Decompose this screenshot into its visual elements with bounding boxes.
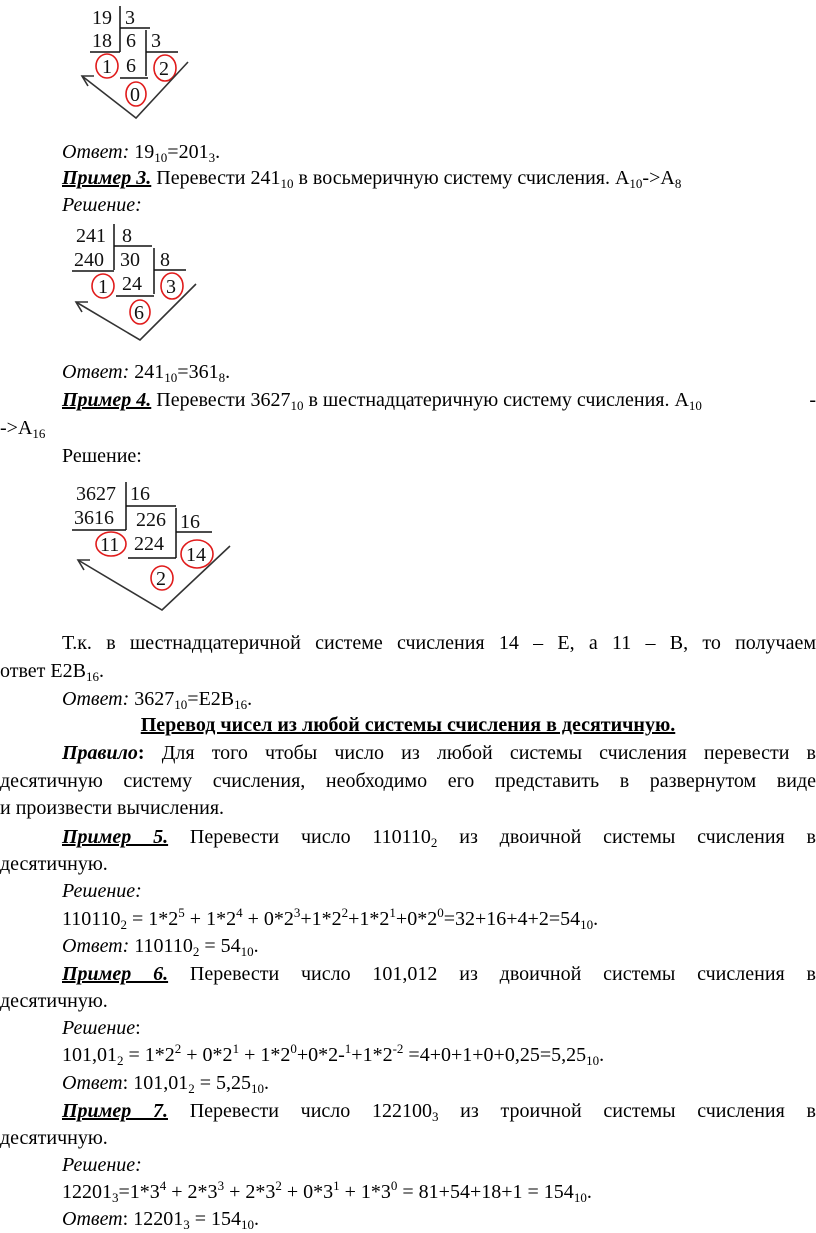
example-5: Пример 5. Перевести число $110110_2$ из двоичной системы счисления в bbox=[62, 826, 816, 850]
rule-line-2: десятичную систему счисления, необходимо его представить в развернутом виде bbox=[0, 770, 816, 792]
answer-7: Ответ: $12201_3 = 154_{10}$. bbox=[62, 1208, 259, 1232]
rule-line-3: и произвести вычисления. bbox=[0, 797, 225, 819]
remainder: 1 bbox=[102, 56, 112, 78]
example-6-cont: десятичную. bbox=[0, 990, 108, 1012]
quotient: 226 bbox=[136, 509, 166, 531]
remainder: 11 bbox=[100, 534, 120, 556]
last-quotient: 3 bbox=[166, 276, 176, 298]
example-3: Пример 3. Перевести $241_{10}$ в восьмеричную систему счисления. $А_{10}->А_8$ bbox=[62, 167, 682, 191]
last-quotient: 14 bbox=[186, 544, 206, 566]
answer-3: Ответ: $3627_{10}=Е2В_{16}$. bbox=[62, 688, 253, 712]
product-2: 24 bbox=[122, 273, 142, 295]
divisor: 16 bbox=[130, 483, 150, 505]
divisor-2: 8 bbox=[160, 249, 170, 271]
divisor-2: 3 bbox=[151, 30, 161, 52]
calc-5: $110110_2 = 1*2^5 + 1*2^4 + 0*2^3+1*2^2+1*2^1+0*2^0=32+16+4+2=54_{10}$. bbox=[62, 905, 599, 932]
remainder-2: 6 bbox=[134, 302, 144, 324]
section-heading: Перевод чисел из любой системы счисления в десятичную. bbox=[140, 714, 676, 736]
product: 18 bbox=[92, 30, 112, 52]
answer-1: Ответ: $19_{10}=201_3$. bbox=[62, 141, 221, 165]
divisor: 3 bbox=[125, 7, 135, 29]
note-line-1: Т.к. в шестнадцатеричной системе счисления 14 – Е, а 11 – В, то получаем bbox=[62, 632, 816, 654]
example-4-cont: $->А_{16}$ bbox=[0, 417, 46, 441]
answer-5: Ответ: $110110_2 = 54_{10}$. bbox=[62, 935, 259, 959]
remainder-2: 0 bbox=[130, 84, 140, 106]
remainder-2: 2 bbox=[156, 568, 166, 590]
solution-label-5: Решение: bbox=[62, 880, 142, 902]
calc-7: $12201_3=1*3^4 + 2*3^3 + 2*3^2 + 0*3^1 + 1*3^0 = 81+54+18+1 = 154_{10}$. bbox=[62, 1178, 592, 1205]
divisor: 8 bbox=[122, 225, 132, 247]
division-diagram-3 bbox=[62, 480, 237, 615]
solution-label-7: Решение: bbox=[62, 1154, 142, 1176]
dividend: 19 bbox=[92, 7, 112, 29]
product-2: 224 bbox=[134, 533, 164, 555]
example-7: Пример 7. Перевести число $122100_3$ из троичной системы счисления в bbox=[62, 1100, 816, 1124]
solution-label-6: Решение: bbox=[62, 1017, 141, 1039]
quotient: 30 bbox=[120, 249, 140, 271]
divisor-2: 16 bbox=[180, 511, 200, 533]
division-diagram-2 bbox=[62, 222, 202, 347]
arrow-head bbox=[76, 302, 88, 312]
answer-6: Ответ: $101,01_2 = 5,25_{10}$. bbox=[62, 1072, 269, 1096]
dividend: 241 bbox=[76, 225, 106, 247]
example-4: Пример 4. Перевести $3627_{10}$ в шестнадцатеричную систему счисления. $А_{10}$ - bbox=[62, 389, 816, 413]
answer-2: Ответ: $241_{10}=361_8$. bbox=[62, 361, 231, 385]
product-2: 6 bbox=[126, 55, 136, 77]
product: 3616 bbox=[74, 507, 114, 529]
arrow-head bbox=[78, 560, 90, 570]
remainder: 1 bbox=[98, 276, 108, 298]
division-diagram-1 bbox=[70, 2, 200, 122]
example-5-cont: десятичную. bbox=[0, 853, 108, 875]
quotient: 6 bbox=[126, 30, 136, 52]
dividend: 3627 bbox=[76, 483, 116, 505]
product: 240 bbox=[74, 249, 104, 271]
last-quotient: 2 bbox=[159, 58, 169, 80]
example-6: Пример 6. Перевести число 101,012 из двоичной системы счисления в bbox=[62, 963, 816, 985]
example-7-cont: десятичную. bbox=[0, 1127, 108, 1149]
calc-6: $101,01_2 = 1*2^2 + 0*2^1 + 1*2^0+0*2-^1+1*2^{-2} =4+0+1+0+0,25=5,25_{10}$. bbox=[62, 1041, 605, 1068]
solution-label-3: Решение: bbox=[62, 194, 142, 216]
note-line-2: ответ $Е2В_{16}$. bbox=[0, 660, 104, 684]
rule-line-1: Правило: Для того чтобы число из любой системы счисления перевести в bbox=[62, 742, 816, 764]
solution-label-4: Решение: bbox=[62, 445, 142, 467]
